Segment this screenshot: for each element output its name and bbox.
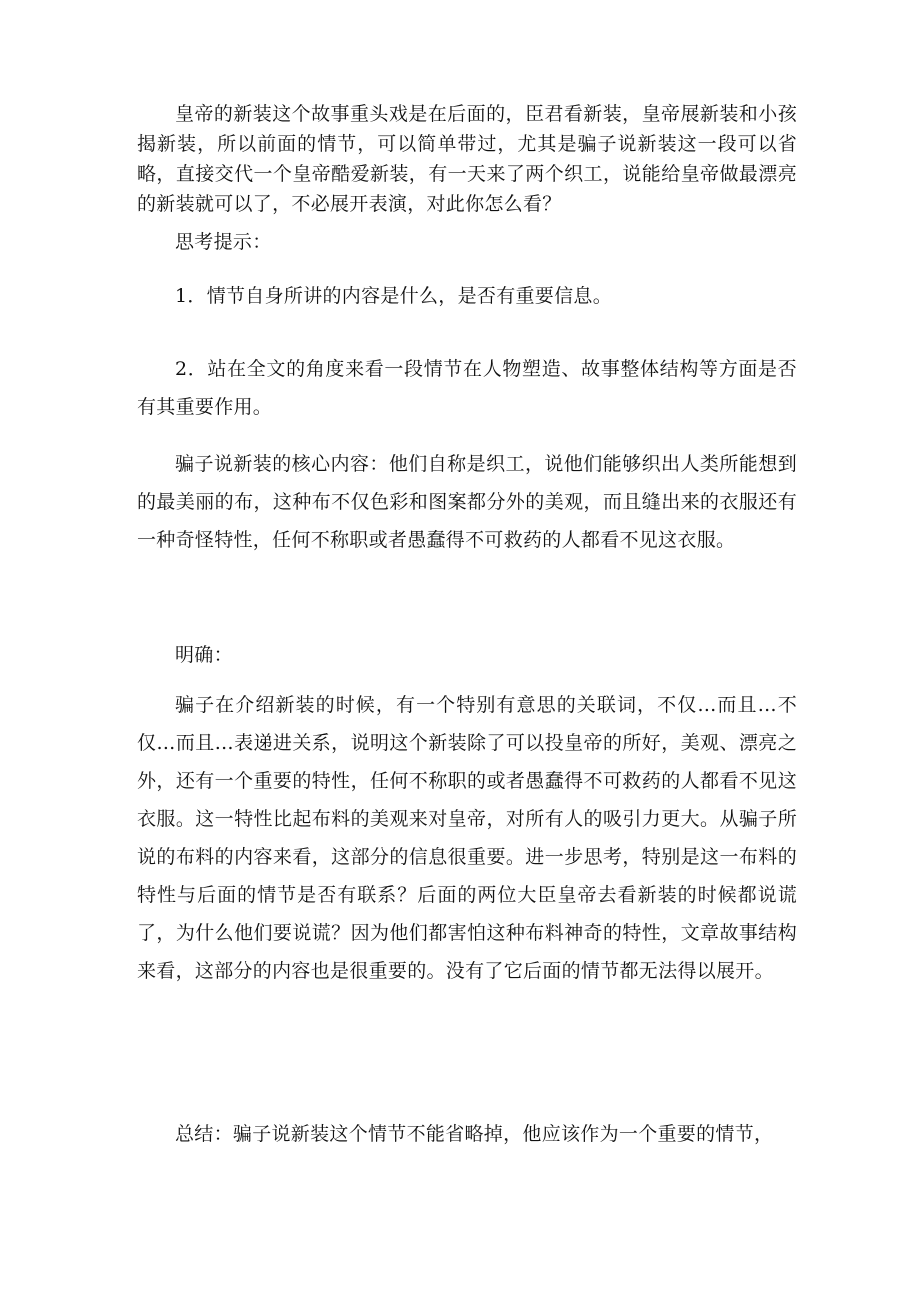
core-content-paragraph: 骗子说新装的核心内容：他们自称是织工，说他们能够织出人类所能想到的最美丽的布，这种布不仅色彩和图案都分外的美观，而且缝出来的衣服还有一种奇怪特性，任何不称职或者愚蠢得不可救药的人都看不见这衣服。 <box>137 453 797 551</box>
intro-paragraph: 皇帝的新装这个故事重头戏是在后面的，臣君看新装，皇帝展新装和小孩揭新装，所以前面的情节，可以简单带过，尤其是骗子说新装这一段可以省略，直接交代一个皇帝酷爱新装，有一天来了两个织工，说能给皇帝做最漂亮的新装就可以了，不必展开表演，对此你怎么看？ <box>137 103 797 215</box>
clarification-label: 明确： <box>175 644 233 666</box>
hint-label: 思考提示： <box>175 231 272 253</box>
analysis-paragraph: 骗子在介绍新装的时候，有一个特别有意思的关联词，不仅…而且…不仅…而且…表递进关系，说明这个新装除了可以投皇帝的所好，美观、漂亮之外，还有一个重要的特性，任何不称职的或者愚蠢得不可救药的人都看不见这衣服。这一特性比起布料的美观来对皇帝，对所有人的吸引力更大。从骗子所说的布料的内容来看，这部分的信息很重要。进一步思考，特别是这一布料的特性与后面的情节是否有联系？后面的两位大臣皇帝去看新装的时候都说谎了，为什么他们要说谎？因为他们都害怕这种布料神奇的特性，文章故事结构来看，这部分的内容也是很重要的。没有了它后面的情节都无法得以展开。 <box>137 694 797 982</box>
summary-paragraph: 总结：骗子说新装这个情节不能省略掉，他应该作为一个重要的情节， <box>175 1123 774 1145</box>
hint-item-1: 1．情节自身所讲的内容是什么，是否有重要信息。 <box>175 285 612 307</box>
hint-item-2: 2．站在全文的角度来看一段情节在人物塑造、故事整体结构等方面是否有其重要作用。 <box>137 358 797 418</box>
